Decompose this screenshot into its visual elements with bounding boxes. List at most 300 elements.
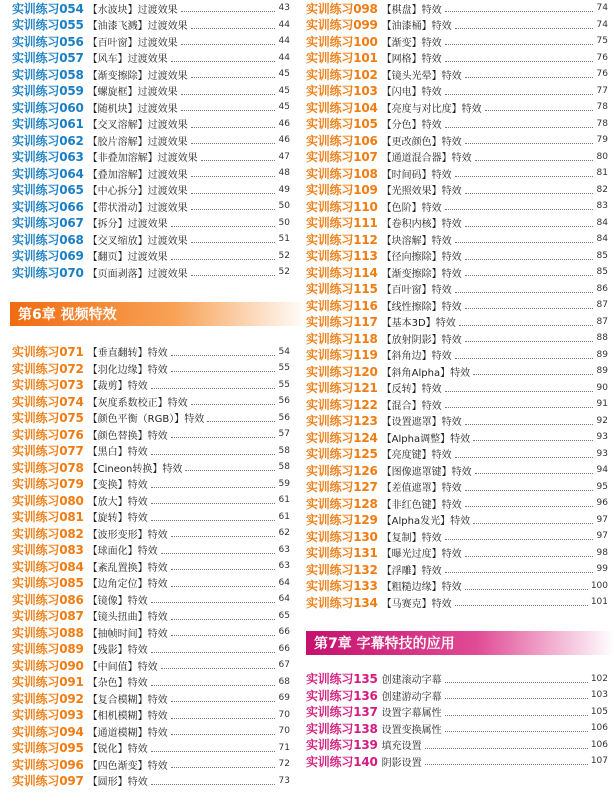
dot-leader bbox=[425, 747, 588, 749]
toc-entry[interactable] bbox=[306, 66, 608, 83]
toc-entry[interactable] bbox=[306, 561, 608, 578]
page-number: 48 bbox=[278, 168, 290, 179]
exercise-title: 【差值遮罩】特效 bbox=[381, 483, 462, 495]
exercise-number: 实训练习118 bbox=[306, 331, 378, 346]
exercise-number: 实训练习108 bbox=[306, 166, 378, 181]
toc-entry[interactable] bbox=[12, 33, 290, 50]
exercise-title: 【带状滑动】过渡效果 bbox=[87, 202, 188, 214]
dot-leader bbox=[191, 403, 275, 405]
exercise-number: 实训练习067 bbox=[12, 216, 84, 231]
page-number: 97 bbox=[596, 514, 608, 525]
page-number: 44 bbox=[278, 52, 290, 63]
page-number: 83 bbox=[596, 201, 608, 212]
exercise-number: 实训练习138 bbox=[306, 721, 378, 736]
page-number: 107 bbox=[590, 756, 608, 767]
toc-entry[interactable] bbox=[306, 753, 608, 770]
toc-entry[interactable] bbox=[12, 393, 290, 410]
page-number: 65 bbox=[278, 610, 290, 621]
page-number: 76 bbox=[596, 52, 608, 63]
toc-entry[interactable] bbox=[12, 740, 290, 757]
exercise-title: 【放射阴影】特效 bbox=[381, 334, 462, 346]
dot-leader bbox=[455, 357, 593, 359]
exercise-title: 【交叉溶解】过渡效果 bbox=[87, 120, 188, 132]
exercise-number: 实训练习111 bbox=[306, 216, 378, 231]
toc-entry[interactable] bbox=[12, 0, 290, 17]
chapter5-entries bbox=[12, 0, 290, 281]
exercise-number: 实训练习109 bbox=[306, 183, 378, 198]
exercise-number: 实训练习130 bbox=[306, 529, 378, 544]
page-number: 105 bbox=[590, 706, 608, 717]
page-number: 100 bbox=[590, 580, 608, 591]
toc-entry[interactable] bbox=[12, 66, 290, 83]
exercise-number: 实训练习101 bbox=[306, 51, 378, 66]
dot-leader bbox=[191, 241, 275, 243]
dot-leader bbox=[465, 423, 593, 425]
exercise-title: 【胶片溶解】过渡效果 bbox=[87, 136, 188, 148]
toc-entry[interactable] bbox=[306, 297, 608, 314]
page-number: 69 bbox=[278, 693, 290, 704]
exercise-title: 【中间值】特效 bbox=[87, 661, 158, 673]
toc-entry[interactable] bbox=[12, 377, 290, 394]
exercise-number: 实训练习133 bbox=[306, 579, 378, 594]
toc-entry[interactable] bbox=[306, 99, 608, 116]
dot-leader bbox=[191, 192, 275, 194]
toc-entry[interactable] bbox=[306, 149, 608, 166]
exercise-title: 【网格】特效 bbox=[381, 54, 442, 66]
toc-entry[interactable] bbox=[12, 410, 290, 427]
toc-entry[interactable] bbox=[12, 657, 290, 674]
exercise-number: 实训练习123 bbox=[306, 414, 378, 429]
dot-leader bbox=[465, 588, 588, 590]
exercise-number: 实训练习134 bbox=[306, 595, 378, 610]
exercise-title: 阴影设置 bbox=[381, 757, 422, 769]
toc-entry[interactable] bbox=[12, 132, 290, 149]
dot-leader bbox=[455, 604, 588, 606]
page-number: 82 bbox=[596, 184, 608, 195]
toc-entry[interactable] bbox=[306, 413, 608, 430]
dot-leader bbox=[465, 307, 593, 309]
exercise-number: 实训练习102 bbox=[306, 67, 378, 82]
page-number: 106 bbox=[590, 723, 608, 734]
page-number: 59 bbox=[278, 478, 290, 489]
page-number: 44 bbox=[278, 19, 290, 30]
exercise-title: 【图像遮罩键】特效 bbox=[381, 466, 472, 478]
exercise-title: 【复制】特效 bbox=[381, 532, 442, 544]
toc-entry[interactable] bbox=[306, 687, 608, 704]
toc-entry[interactable] bbox=[12, 83, 290, 100]
exercise-title: 【油漆飞溅】过渡效果 bbox=[87, 21, 188, 33]
toc-entry[interactable] bbox=[12, 558, 290, 575]
exercise-title: 【拆分】过渡效果 bbox=[87, 219, 168, 231]
toc-entry[interactable] bbox=[306, 33, 608, 50]
exercise-title: 【亮度与对比度】特效 bbox=[381, 103, 482, 115]
exercise-number: 实训练习129 bbox=[306, 513, 378, 528]
exercise-number: 实训练习110 bbox=[306, 199, 378, 214]
toc-entry[interactable] bbox=[306, 50, 608, 67]
page-number: 50 bbox=[278, 217, 290, 228]
page-number: 91 bbox=[596, 399, 608, 410]
toc-entry[interactable] bbox=[306, 182, 608, 199]
page-number: 78 bbox=[596, 102, 608, 113]
page-number: 106 bbox=[590, 739, 608, 750]
dot-leader bbox=[445, 60, 593, 62]
toc-entry[interactable] bbox=[306, 83, 608, 100]
exercise-title: 【反转】特效 bbox=[381, 384, 442, 396]
exercise-title: 【交叉缩放】过渡效果 bbox=[87, 235, 188, 247]
exercise-number: 实训练习116 bbox=[306, 298, 378, 313]
toc-entry[interactable] bbox=[306, 347, 608, 364]
toc-entry[interactable] bbox=[12, 459, 290, 476]
toc-entry[interactable] bbox=[306, 330, 608, 347]
page-number: 56 bbox=[278, 412, 290, 423]
toc-entry[interactable] bbox=[12, 182, 290, 199]
exercise-number: 实训练习062 bbox=[12, 133, 84, 148]
toc-entry[interactable] bbox=[12, 198, 290, 215]
dot-leader bbox=[191, 27, 275, 29]
exercise-title: 【旋转】特效 bbox=[87, 513, 148, 525]
toc-entry[interactable] bbox=[12, 707, 290, 724]
exercise-title: 【曝光过度】特效 bbox=[381, 549, 462, 561]
toc-entry[interactable] bbox=[306, 512, 608, 529]
page-number: 93 bbox=[596, 432, 608, 443]
page-number: 85 bbox=[596, 250, 608, 261]
dot-leader bbox=[151, 502, 275, 504]
chapter-6-heading: 第6章 视频特效 bbox=[10, 302, 308, 326]
toc-entry[interactable] bbox=[306, 281, 608, 298]
toc-entry[interactable] bbox=[306, 578, 608, 595]
page-number: 85 bbox=[596, 267, 608, 278]
dot-leader bbox=[171, 370, 275, 372]
toc-entry[interactable] bbox=[12, 248, 290, 265]
dot-leader bbox=[207, 420, 275, 422]
toc-entry[interactable] bbox=[12, 17, 290, 34]
exercise-number: 实训练习092 bbox=[12, 691, 84, 706]
exercise-number: 实训练习056 bbox=[12, 34, 84, 49]
toc-entry[interactable] bbox=[12, 264, 290, 281]
toc-entry[interactable] bbox=[306, 528, 608, 545]
exercise-title: 【裁剪】特效 bbox=[87, 381, 148, 393]
toc-entry[interactable] bbox=[306, 462, 608, 479]
toc-entry[interactable] bbox=[12, 99, 290, 116]
exercise-title: 【斜角边】特效 bbox=[381, 351, 452, 363]
exercise-number: 实训练习078 bbox=[12, 460, 84, 475]
toc-entry[interactable] bbox=[12, 756, 290, 773]
exercise-title: 【圆形】特效 bbox=[87, 777, 148, 789]
exercise-title: 【棋盘】特效 bbox=[381, 4, 442, 16]
exercise-number: 实训练习121 bbox=[306, 381, 378, 396]
exercise-title: 【颜色平衡（RGB）】特效 bbox=[87, 414, 205, 426]
exercise-title: 【中心拆分】过渡效果 bbox=[87, 186, 188, 198]
chapter7-entries bbox=[306, 671, 608, 770]
page-number: 47 bbox=[278, 151, 290, 162]
toc-entry[interactable] bbox=[306, 132, 608, 149]
exercise-title: 【块溶解】特效 bbox=[381, 235, 452, 247]
page-number: 70 bbox=[278, 726, 290, 737]
toc-entry[interactable] bbox=[12, 344, 290, 361]
toc-entry[interactable] bbox=[306, 671, 608, 688]
toc-entry[interactable] bbox=[12, 690, 290, 707]
exercise-number: 实训练习071 bbox=[12, 345, 84, 360]
exercise-number: 实训练习066 bbox=[12, 199, 84, 214]
toc-entry[interactable] bbox=[306, 215, 608, 232]
exercise-number: 实训练习139 bbox=[306, 738, 378, 753]
dot-leader bbox=[171, 700, 275, 702]
page-number: 90 bbox=[596, 382, 608, 393]
toc-entry[interactable] bbox=[306, 396, 608, 413]
dot-leader bbox=[191, 208, 275, 210]
dot-leader bbox=[445, 538, 593, 540]
dot-leader bbox=[473, 373, 593, 375]
exercise-title: 【更改颜色】特效 bbox=[381, 136, 462, 148]
exercise-title: 【百叶窗】特效 bbox=[381, 285, 452, 297]
toc-entry[interactable] bbox=[306, 363, 608, 380]
page-number: 72 bbox=[278, 759, 290, 770]
page-number: 99 bbox=[596, 564, 608, 575]
toc-entry[interactable] bbox=[12, 149, 290, 166]
page-number: 86 bbox=[596, 283, 608, 294]
toc-entry[interactable] bbox=[12, 116, 290, 133]
dot-leader bbox=[171, 634, 275, 636]
page-number: 102 bbox=[590, 673, 608, 684]
page-number: 52 bbox=[278, 250, 290, 261]
page-number: 51 bbox=[278, 234, 290, 245]
page-number: 58 bbox=[278, 462, 290, 473]
exercise-number: 实训练习077 bbox=[12, 444, 84, 459]
toc-entry[interactable] bbox=[12, 624, 290, 641]
page-number: 97 bbox=[596, 531, 608, 542]
exercise-number: 实训练习064 bbox=[12, 166, 84, 181]
toc-entry[interactable] bbox=[12, 773, 290, 790]
exercise-title: 设置字幕属性 bbox=[381, 708, 442, 720]
dot-leader bbox=[151, 453, 275, 455]
page-number: 66 bbox=[278, 643, 290, 654]
toc-entry[interactable] bbox=[12, 476, 290, 493]
toc-entry[interactable] bbox=[306, 594, 608, 611]
toc-entry[interactable] bbox=[12, 608, 290, 625]
exercise-title: 【亮度键】特效 bbox=[381, 450, 452, 462]
page-number: 45 bbox=[278, 102, 290, 113]
toc-entry[interactable] bbox=[306, 165, 608, 182]
page-number: 43 bbox=[278, 3, 290, 14]
exercise-number: 实训练习122 bbox=[306, 397, 378, 412]
exercise-title: 创建滚动字幕 bbox=[381, 675, 442, 687]
exercise-number: 实训练习065 bbox=[12, 183, 84, 198]
toc-entry[interactable] bbox=[12, 723, 290, 740]
exercise-number: 实训练习063 bbox=[12, 150, 84, 165]
toc-entry[interactable] bbox=[12, 674, 290, 691]
page-number: 77 bbox=[596, 85, 608, 96]
exercise-title: 【镜头扭曲】特效 bbox=[87, 612, 168, 624]
exercise-number: 实训练习068 bbox=[12, 232, 84, 247]
exercise-number: 实训练习054 bbox=[12, 1, 84, 16]
dot-leader bbox=[465, 274, 593, 276]
right-column bbox=[306, 0, 608, 770]
page-number: 101 bbox=[590, 597, 608, 608]
exercise-number: 实训练习060 bbox=[12, 100, 84, 115]
exercise-number: 实训练习080 bbox=[12, 493, 84, 508]
exercise-number: 实训练习113 bbox=[306, 249, 378, 264]
dot-leader bbox=[191, 175, 275, 177]
exercise-number: 实训练习125 bbox=[306, 447, 378, 462]
toc-entry[interactable] bbox=[306, 248, 608, 265]
page-number: 63 bbox=[278, 561, 290, 572]
dot-leader bbox=[151, 651, 275, 653]
exercise-number: 实训练习098 bbox=[306, 1, 378, 16]
dot-leader bbox=[191, 76, 275, 78]
toc-entry[interactable] bbox=[306, 704, 608, 721]
toc-entry[interactable] bbox=[12, 231, 290, 248]
exercise-number: 实训练习140 bbox=[306, 754, 378, 769]
page-number: 87 bbox=[596, 316, 608, 327]
toc-entry[interactable] bbox=[12, 50, 290, 67]
exercise-number: 实训练习135 bbox=[306, 672, 378, 687]
page-number: 98 bbox=[596, 547, 608, 558]
toc-entry[interactable] bbox=[306, 720, 608, 737]
exercise-title: 【羽化边缘】特效 bbox=[87, 364, 168, 376]
exercise-title: 【四色渐变】特效 bbox=[87, 760, 168, 772]
exercise-title: 【黑白】特效 bbox=[87, 447, 148, 459]
toc-entry[interactable] bbox=[306, 198, 608, 215]
chapter6-entries-left bbox=[12, 344, 290, 790]
exercise-title: 【球面化】特效 bbox=[87, 546, 158, 558]
dot-leader bbox=[171, 618, 275, 620]
dot-leader bbox=[171, 436, 275, 438]
exercise-number: 实训练习100 bbox=[306, 34, 378, 49]
page-number: 58 bbox=[278, 445, 290, 456]
page-number: 79 bbox=[596, 135, 608, 146]
dot-leader bbox=[445, 208, 593, 210]
dot-leader bbox=[445, 730, 588, 732]
toc-entry[interactable] bbox=[306, 737, 608, 754]
toc-entry[interactable] bbox=[306, 495, 608, 512]
toc-entry[interactable] bbox=[306, 116, 608, 133]
exercise-title: 【基本3D】特效 bbox=[381, 318, 456, 330]
toc-entry[interactable] bbox=[12, 509, 290, 526]
toc-entry[interactable] bbox=[306, 446, 608, 463]
exercise-title: 【变换】特效 bbox=[87, 480, 148, 492]
page-number: 74 bbox=[596, 19, 608, 30]
toc-entry[interactable] bbox=[12, 591, 290, 608]
exercise-number: 实训练习057 bbox=[12, 51, 84, 66]
dot-leader bbox=[465, 258, 593, 260]
exercise-number: 实训练习131 bbox=[306, 546, 378, 561]
exercise-number: 实训练习058 bbox=[12, 67, 84, 82]
dot-leader bbox=[465, 489, 593, 491]
exercise-title: 【垂直翻转】特效 bbox=[87, 348, 168, 360]
dot-leader bbox=[191, 274, 275, 276]
exercise-title: 【渐变】特效 bbox=[381, 37, 442, 49]
dot-leader bbox=[465, 505, 593, 507]
toc-entry[interactable] bbox=[12, 443, 290, 460]
toc-entry[interactable] bbox=[306, 479, 608, 496]
exercise-title: 【Cineon转换】特效 bbox=[87, 463, 183, 475]
toc-entry[interactable] bbox=[306, 0, 608, 17]
exercise-number: 实训练习119 bbox=[306, 348, 378, 363]
dot-leader bbox=[473, 522, 593, 524]
page-number: 95 bbox=[596, 481, 608, 492]
page-number: 55 bbox=[278, 363, 290, 374]
dot-leader bbox=[171, 766, 275, 768]
toc-entry[interactable] bbox=[12, 575, 290, 592]
page-number: 61 bbox=[278, 495, 290, 506]
dot-leader bbox=[475, 159, 593, 161]
toc-entry[interactable] bbox=[12, 165, 290, 182]
exercise-title: 【径向擦除】特效 bbox=[381, 252, 462, 264]
page-number: 44 bbox=[278, 36, 290, 47]
dot-leader bbox=[459, 324, 593, 326]
page-number: 70 bbox=[278, 709, 290, 720]
toc-entry[interactable] bbox=[306, 380, 608, 397]
exercise-title: 【时间码】特效 bbox=[381, 169, 452, 181]
exercise-title: 【边角定位】特效 bbox=[87, 579, 168, 591]
page-number: 64 bbox=[278, 594, 290, 605]
page-number: 80 bbox=[596, 151, 608, 162]
toc-entry[interactable] bbox=[12, 426, 290, 443]
exercise-title: 【设置遮罩】特效 bbox=[381, 417, 462, 429]
toc-entry[interactable] bbox=[306, 314, 608, 331]
exercise-number: 实训练习070 bbox=[12, 265, 84, 280]
exercise-number: 实训练习069 bbox=[12, 249, 84, 264]
toc-entry[interactable] bbox=[306, 545, 608, 562]
exercise-number: 实训练习099 bbox=[306, 18, 378, 33]
dot-leader bbox=[445, 390, 593, 392]
exercise-number: 实训练习096 bbox=[12, 757, 84, 772]
dot-leader bbox=[455, 291, 593, 293]
page-number: 45 bbox=[278, 69, 290, 80]
exercise-number: 实训练习114 bbox=[306, 265, 378, 280]
dot-leader bbox=[475, 472, 593, 474]
dot-leader bbox=[191, 126, 275, 128]
exercise-title: 【随机块】过渡效果 bbox=[87, 103, 178, 115]
exercise-title: 【渐变擦除】过渡效果 bbox=[87, 70, 188, 82]
toc-entry[interactable] bbox=[306, 231, 608, 248]
exercise-number: 实训练习095 bbox=[12, 741, 84, 756]
toc-entry[interactable] bbox=[306, 264, 608, 281]
exercise-number: 实训练习126 bbox=[306, 463, 378, 478]
toc-entry[interactable] bbox=[12, 360, 290, 377]
dot-leader bbox=[455, 27, 593, 29]
exercise-title: 【通道模糊】特效 bbox=[87, 727, 168, 739]
toc-entry[interactable] bbox=[12, 492, 290, 509]
page-number: 76 bbox=[596, 69, 608, 80]
dot-leader bbox=[171, 258, 275, 260]
toc-entry[interactable] bbox=[306, 429, 608, 446]
dot-leader bbox=[161, 552, 275, 554]
toc-entry[interactable] bbox=[306, 17, 608, 34]
dot-leader bbox=[445, 43, 593, 45]
toc-entry[interactable] bbox=[12, 542, 290, 559]
exercise-title: 创建游动字幕 bbox=[381, 691, 442, 703]
exercise-number: 实训练习112 bbox=[306, 232, 378, 247]
dot-leader bbox=[161, 667, 275, 669]
exercise-title: 【Alpha调整】特效 bbox=[381, 433, 471, 445]
dot-leader bbox=[171, 354, 275, 356]
exercise-title: 【翻页】过渡效果 bbox=[87, 252, 168, 264]
toc-entry[interactable] bbox=[12, 215, 290, 232]
exercise-title: 【混合】特效 bbox=[381, 400, 442, 412]
page-number: 62 bbox=[278, 528, 290, 539]
exercise-number: 实训练习094 bbox=[12, 724, 84, 739]
exercise-title: 设置变换属性 bbox=[381, 724, 442, 736]
exercise-number: 实训练习117 bbox=[306, 315, 378, 330]
dot-leader bbox=[171, 60, 275, 62]
exercise-number: 实训练习103 bbox=[306, 84, 378, 99]
page-number: 103 bbox=[590, 690, 608, 701]
dot-leader bbox=[425, 763, 588, 765]
toc-entry[interactable] bbox=[12, 641, 290, 658]
page-number: 71 bbox=[278, 742, 290, 753]
toc-entry[interactable] bbox=[12, 525, 290, 542]
